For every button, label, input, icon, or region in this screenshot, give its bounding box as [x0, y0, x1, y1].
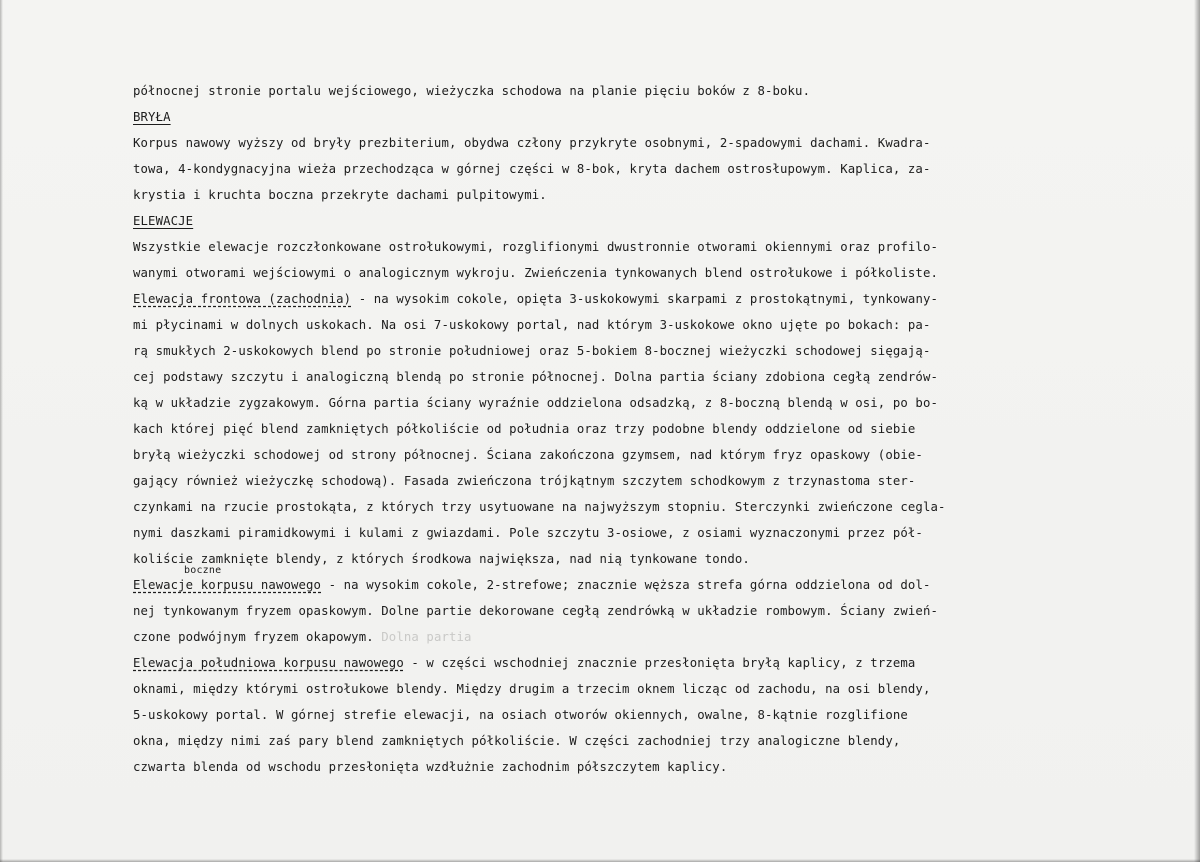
erased-text: Dolna partia	[381, 630, 472, 644]
text-line: mi płycinami w dolnych uskokach. Na osi 7-uskokowy portal, nad którym 3-uskokowe okno ujęte po bokach: pa-	[133, 318, 931, 332]
heading-bryla-text: BRYŁA	[133, 110, 171, 124]
text-line: ką w układzie zygzakowym. Górna partia ściany wyraźnie oddzielona odsadzką, z 8-boczną blendą w osi, po bo-	[133, 396, 938, 410]
text-line: cej podstawy szczytu i analogiczną blendą po stronie północnej. Dolna partia ściany zdobiona cegłą zendrów-	[133, 370, 938, 384]
heading-elewacje-text: ELEWACJE	[133, 214, 194, 228]
text-line: 5-uskokowy portal. W górnej strefie elewacji, na osiach otworów okiennych, owalne, 8-kątnie rozglifione	[133, 708, 908, 722]
text-line	[133, 286, 1053, 312]
text-line	[133, 650, 1053, 676]
text-segment: - w części wschodniej znacznie przesłonięta bryłą kaplicy, z trzema	[403, 656, 916, 670]
text-line: czwarta blenda od wschodu przesłonięta wzdłużnie zachodnim półszczytem kaplicy.	[133, 760, 728, 774]
text-line: towa, 4-kondygnacyjna wieża przechodząca w górnej części w 8-bok, kryta dachem ostrosłupowym. Kaplica, za-	[133, 162, 931, 176]
text-line: czynkami na rzucie prostokąta, z których trzy usytuowane na najwyższym stopniu. Sterczynki zwieńczone cegla-	[133, 500, 946, 514]
document-body	[133, 78, 1053, 780]
text-line: północnej stronie portalu wejściowego, wieżyczka schodowa na planie pięciu boków z 8-boku.	[133, 84, 811, 98]
text-line: oknami, między którymi ostrołukowe blendy. Między drugim a trzecim oknem licząc od zachodu, na osi blendy,	[133, 682, 931, 696]
text-line: gający również wieżyczkę schodową). Fasada zwieńczona trójkątnym szczytem schodkowym z trzynastoma ster-	[133, 474, 916, 488]
scan-edge-right	[1194, 0, 1200, 862]
subheading-elewacje-boczne: Elewacje korpusu nawowego	[133, 578, 322, 592]
subheading-elewacja-frontowa: Elewacja frontowa (zachodnia)	[133, 292, 352, 306]
text-line: Wszystkie elewacje rozczłonkowane ostrołukowymi, rozglifionymi dwustronnie otworami okiennymi oraz profilo-	[133, 240, 938, 254]
subheading-elewacja-poludniowa: Elewacja południowa korpusu nawowego	[133, 656, 404, 670]
text-line: kach której pięć blend zamkniętych półkoliście od południa oraz trzy podobne blendy oddzielone od siebie	[133, 422, 916, 436]
text-line: wanymi otworami wejściowymi o analogicznym wykroju. Zwieńczenia tynkowanych blend ostrołukowe i półkoliste.	[133, 266, 938, 280]
text-line	[133, 624, 1053, 650]
text-line: okna, między nimi zaś pary blend zamkniętych półkoliście. W części zachodniej trzy analogiczne blendy,	[133, 734, 901, 748]
text-segment: - na wysokim cokole, 2-strefowe; znacznie węższa strefa górna oddzielona od dol-	[321, 578, 931, 592]
text-line: rą smukłych 2-uskokowych blend po stronie południowej oraz 5-bokiem 8-bocznej wieżyczki schodowej sięgają-	[133, 344, 931, 358]
text-line: koliście zamknięte blendy, z których środkowa największa, nad nią tynkowane tondo.	[133, 552, 750, 566]
heading-bryla	[133, 104, 1053, 130]
text-line	[133, 572, 1053, 598]
text-segment: - na wysokim cokole, opięta 3-uskokowymi skarpami z prostokątnymi, tynkowany-	[351, 292, 939, 306]
text-segment: czone podwójnym fryzem okapowym.	[133, 630, 382, 644]
scan-edge-left	[0, 0, 3, 862]
handwritten-insertion: boczne	[184, 565, 222, 576]
heading-elewacje	[133, 208, 1053, 234]
text-line: krystia i kruchta boczna przekryte dachami pulpitowymi.	[133, 188, 547, 202]
text-line: bryłą wieżyczki schodowej od strony północnej. Ściana zakończona gzymsem, nad którym fryz opaskowy (obie-	[133, 448, 923, 462]
text-line: Korpus nawowy wyższy od bryły prezbiterium, obydwa człony przykryte osobnymi, 2-spadowymi dachami. Kwadra-	[133, 136, 931, 150]
text-line: nej tynkowanym fryzem opaskowym. Dolne partie dekorowane cegłą zendrówką w układzie rombowym. Ściany zwień-	[133, 604, 938, 618]
text-line: nymi daszkami piramidkowymi i kulami z gwiazdami. Pole szczytu 3-osiowe, z osiami wyznaczonymi przez pół-	[133, 526, 923, 540]
